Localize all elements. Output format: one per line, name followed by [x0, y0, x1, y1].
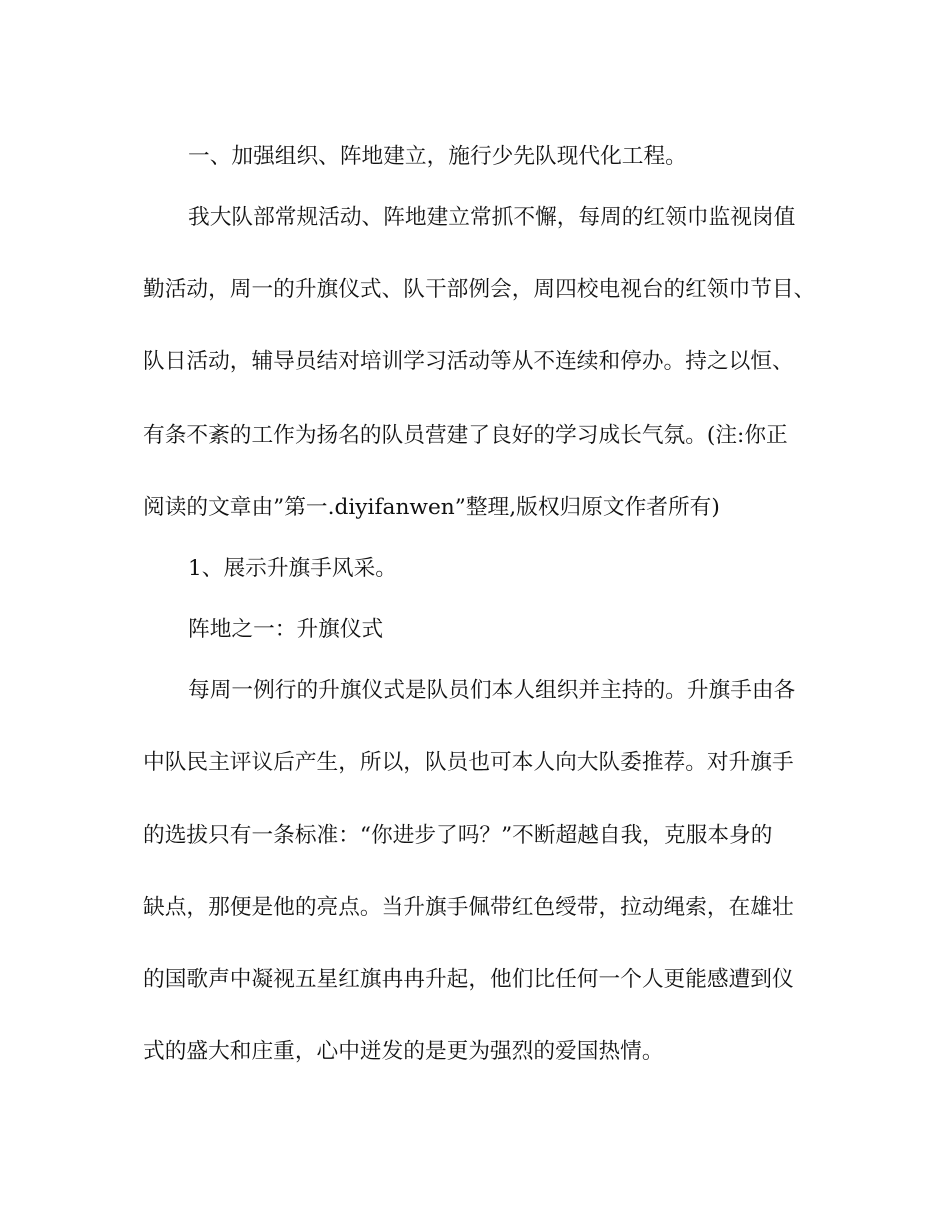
- paragraph-line: 缺点，那便是他的亮点。当升旗手佩带红色绶带，拉动绳索，在雄壮: [143, 895, 794, 920]
- paragraph-line: 有条不紊的工作为扬名的队员营建了良好的学习成长气氛。(注:你正: [143, 423, 788, 448]
- paragraph-line: 中队民主评议后产生，所以，队员也可本人向大队委推荐。对升旗手: [143, 750, 794, 775]
- paragraph-line: 队日活动，辅导员结对培训学习活动等从不连续和停办。持之以恒、: [143, 349, 794, 374]
- section-heading-line: 一、加强组织、阵地建立，施行少先队现代化工程。: [188, 144, 687, 169]
- paragraph-line: 的选拔只有一条标准：“你进步了吗？”不断超越自我，克服本身的: [143, 823, 773, 848]
- paragraph-line: 式的盛大和庄重，心中迸发的是更为强烈的爱国热情。: [143, 1039, 664, 1064]
- paragraph-line: 的国歌声中凝视五星红旗冉冉升起，他们比任何一个人更能感遭到仪: [143, 967, 794, 992]
- position-title-line: 阵地之一：升旗仪式: [188, 617, 384, 642]
- paragraph-line: 我大队部常规活动、阵地建立常抓不懈，每周的红领巾监视岗值: [188, 205, 796, 230]
- paragraph-line: 阅读的文章由”第一.diyifanwen”整理,版权归原文作者所有): [143, 495, 720, 520]
- paragraph-line: 每周一例行的升旗仪式是队员们本人组织并主持的。升旗手由各: [188, 678, 796, 703]
- paragraph-line: 勤活动，周一的升旗仪式、队干部例会，周四校电视台的红领巾节目、: [143, 277, 816, 302]
- subsection-heading-line: 1、展示升旗手风采。: [188, 556, 397, 581]
